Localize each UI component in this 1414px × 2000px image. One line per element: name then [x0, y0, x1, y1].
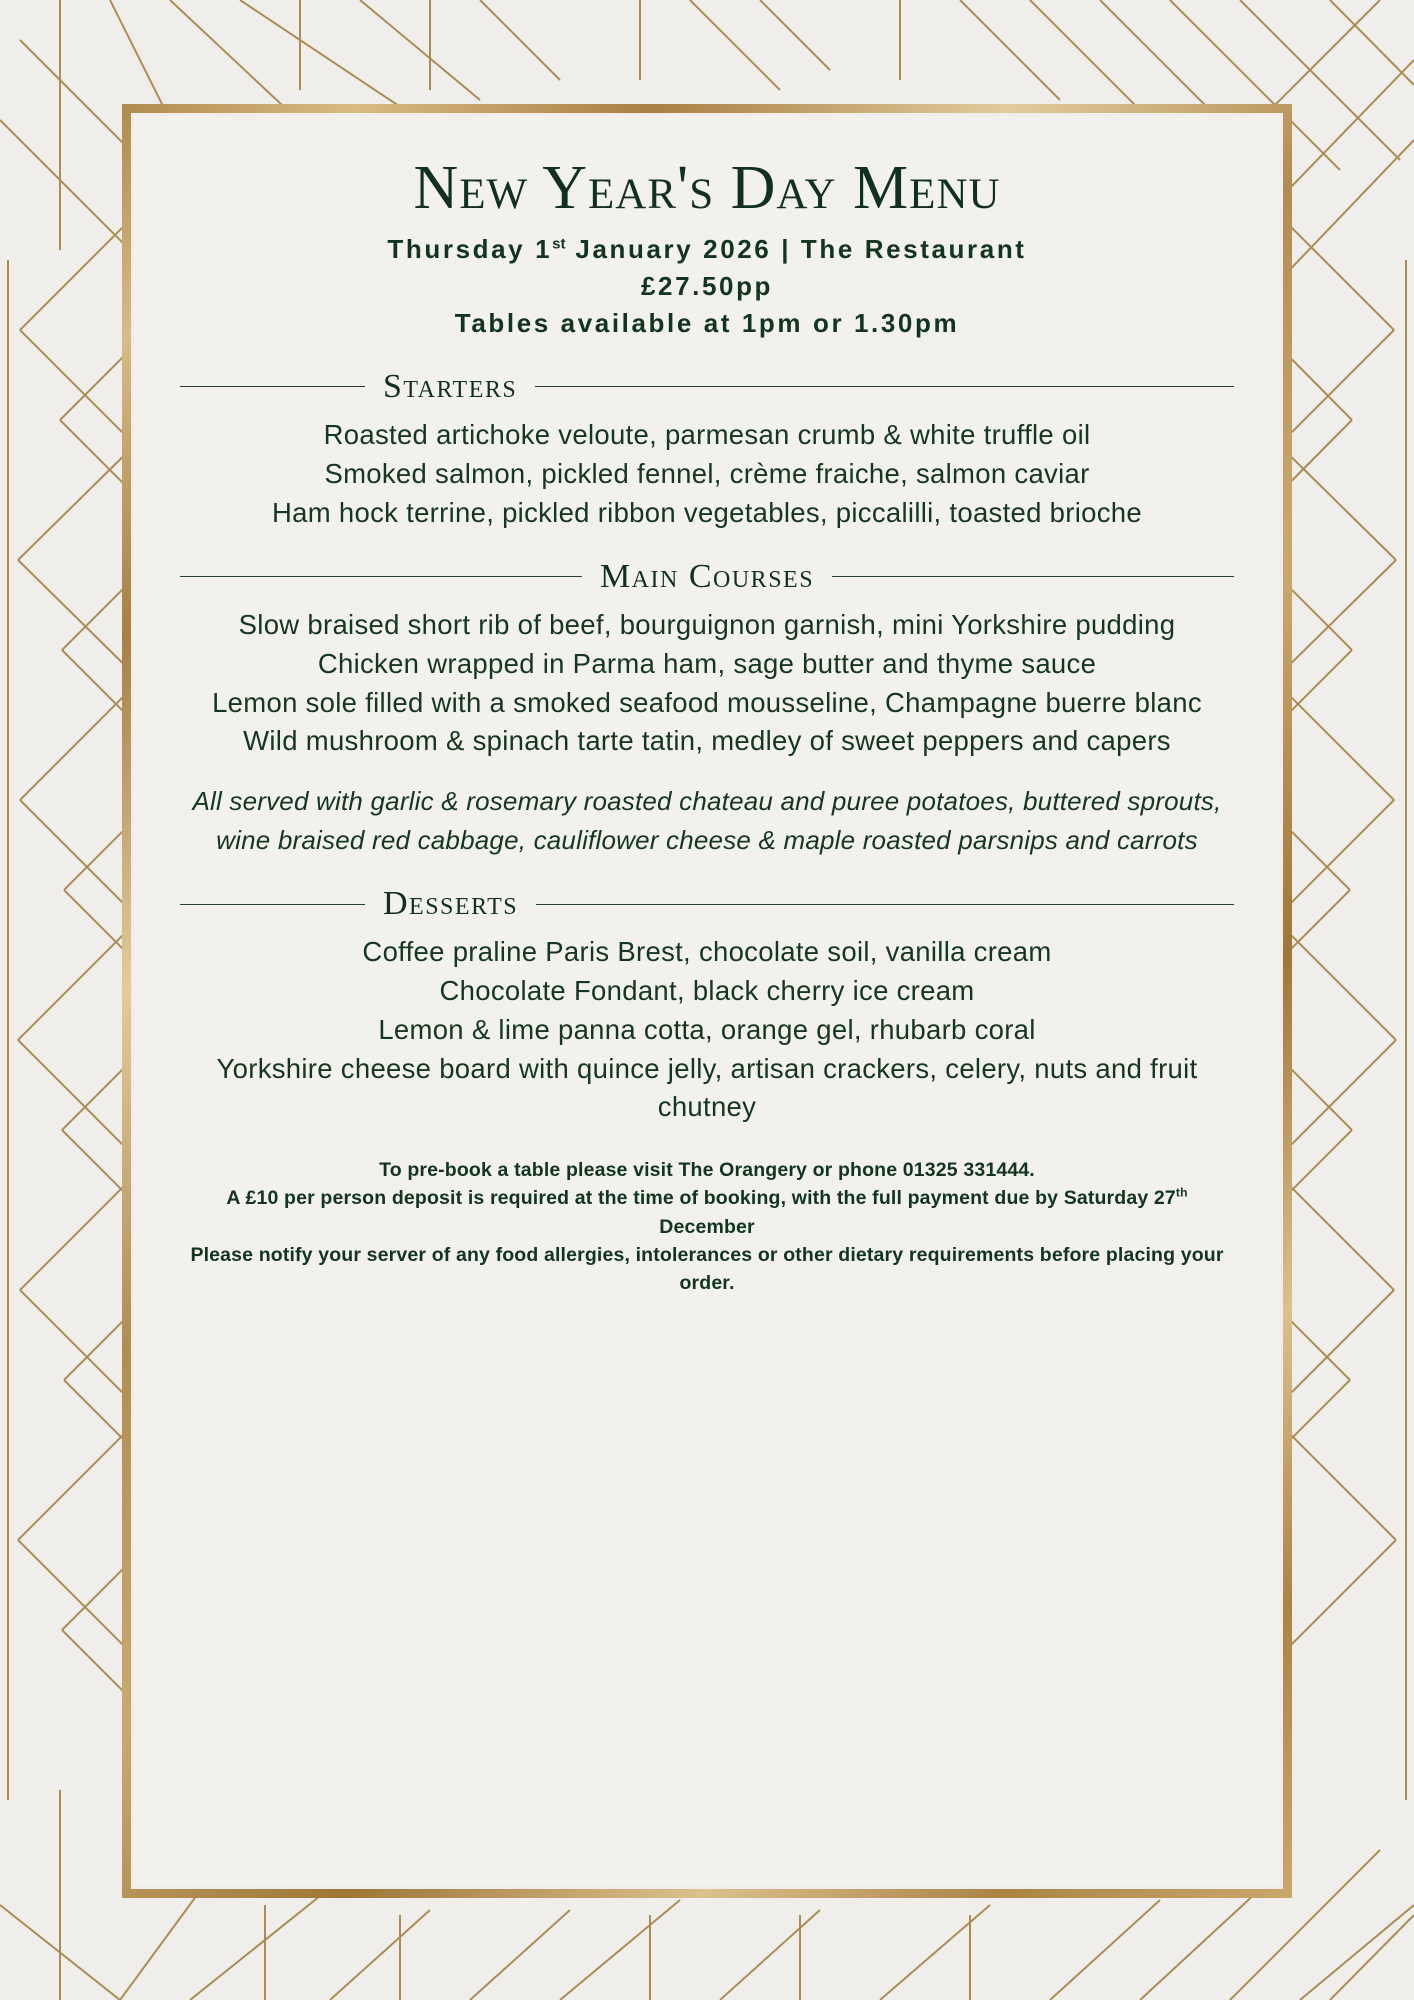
main-courses-list — [180, 606, 1234, 761]
menu-gold-border — [122, 104, 1292, 1898]
menu-item: Lemon & lime panna cotta, orange gel, rhubarb coral — [378, 1014, 1036, 1046]
deposit-date-ordinal: th — [1175, 1185, 1188, 1200]
booking-information — [180, 1156, 1234, 1297]
main-courses-note: All served with garlic & rosemary roasted chateau and puree potatoes, buttered sprouts, wine braised red cabbage, cauliflower cheese & maple roasted parsnips and carrots — [192, 786, 1222, 855]
menu-date-prefix: Thursday 1 — [387, 234, 553, 265]
menu-date-line — [180, 231, 1234, 268]
heading-rule-right — [535, 386, 1234, 387]
heading-rule-right — [832, 576, 1234, 577]
menu-date-ordinal: st — [552, 235, 566, 253]
heading-rule-left — [180, 576, 582, 577]
deposit-text-suffix: December — [659, 1215, 755, 1238]
menu-item: Ham hock terrine, pickled ribbon vegetables, piccalilli, toasted brioche — [272, 496, 1142, 528]
menu-item: Roasted artichoke veloute, parmesan crumb & white truffle oil — [323, 418, 1091, 450]
deposit-text-prefix: A £10 per person deposit is required at the time of booking, with the full payment due by Saturday 27 — [226, 1187, 1176, 1210]
section-label: Starters — [383, 367, 518, 405]
page-title: New Year's Day Menu — [413, 154, 1001, 222]
menu-date-suffix: January 2026 | The Restaurant — [565, 234, 1027, 265]
allergy-notice-line: Please notify your server of any food allergies, intolerances or other dietary requirements before placing your order. — [190, 1243, 1224, 1295]
section-heading-starters — [180, 368, 1234, 406]
heading-rule-left — [180, 386, 365, 387]
menu-card — [131, 113, 1283, 1889]
menu-availability: Tables available at 1pm or 1.30pm — [454, 307, 960, 338]
booking-deposit-line — [186, 1184, 1228, 1241]
section-label: Main Courses — [599, 557, 815, 595]
menu-item: Smoked salmon, pickled fennel, crème fraiche, salmon caviar — [324, 457, 1090, 489]
section-heading-desserts — [180, 885, 1234, 923]
starters-list — [180, 416, 1234, 532]
heading-rule-right — [536, 904, 1234, 905]
menu-price: £27.50pp — [640, 271, 774, 301]
menu-item: Wild mushroom & spinach tarte tatin, medley of sweet peppers and capers — [243, 725, 1171, 757]
menu-item: Yorkshire cheese board with quince jelly, artisan crackers, celery, nuts and fruit chutney — [216, 1053, 1198, 1123]
menu-item: Chocolate Fondant, black cherry ice cream — [439, 975, 975, 1007]
desserts-list — [180, 933, 1234, 1126]
booking-contact-line: To pre-book a table please visit The Orangery or phone 01325 331444. — [379, 1159, 1035, 1181]
section-label: Desserts — [383, 885, 519, 923]
menu-item: Coffee praline Paris Brest, chocolate soil, vanilla cream — [362, 936, 1052, 968]
menu-item: Lemon sole filled with a smoked seafood mousseline, Champagne buerre blanc — [212, 686, 1202, 718]
section-heading-main-courses — [180, 558, 1234, 596]
menu-item: Slow braised short rib of beef, bourguignon garnish, mini Yorkshire pudding — [238, 608, 1176, 640]
menu-item: Chicken wrapped in Parma ham, sage butter and thyme sauce — [317, 647, 1097, 679]
heading-rule-left — [180, 904, 365, 905]
